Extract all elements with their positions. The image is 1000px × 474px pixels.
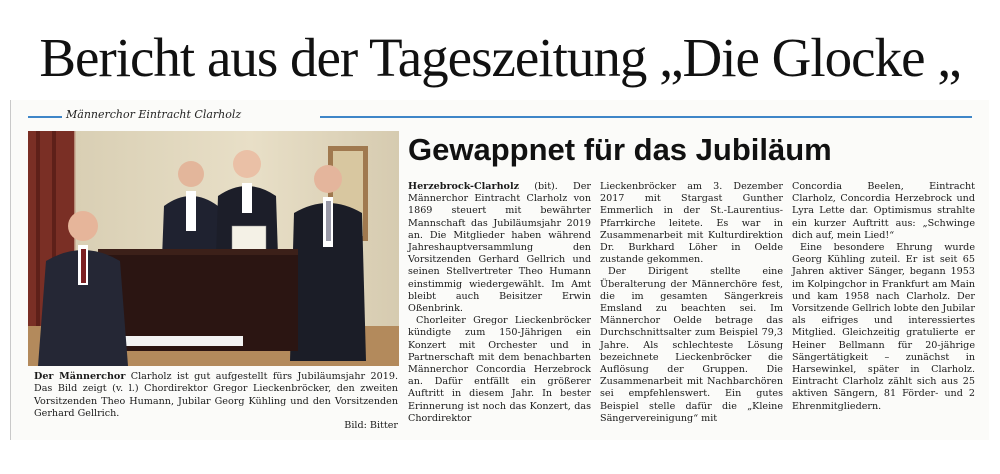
article-paragraph: Herzebrock-Clarholz (bit). Der Männerchor Eintracht Clarholz von 1869 steuert mit bewährter Mannschaft das Jubiläumsjahr 2019 an. Die Mitglieder haben während Jahreshauptversammlung den Vorsitzenden Gerhard Gellrich und seinen Stellvertreter Theo Humann einstimmig wiedergewählt. Im Amt bleibt auch Beisitzer Erwin Oßenbrink. — [408, 181, 591, 315]
dateline: Herzebrock-Clarholz — [408, 181, 520, 192]
article-paragraph: Der Dirigent stellte eine Überalterung der Männerchöre fest, die im gesamten Sängerkreis Emsland zu beachten sei. Im Männerchor Oelde betrage das Durchschnittsalter zum Beispiel 79,3 Jahre. Als schlechteste Lösung bezeichnete Lieckenbröcker die Auflösung der Gruppen. Die Zusammenarbeit mit Nachbarchören sei empfehlenswert. Ein gutes Beispiel stelle dafür die „Kleine Sängervereinigung“ mit — [600, 266, 783, 424]
photo-illustration — [28, 131, 399, 366]
caption-text: Clarholz ist gut aufgestellt fürs Jubiläumsjahr 2019. Das Bild zeigt (v. l.) Chordirektor Gregor Lieckenbröcker, den zweiten Vorsitzenden Theo Humann, Jubilar Georg Kühling und den Vorsitzenden Gerhard Gellrich. — [34, 371, 398, 419]
article-title: Gewappnet für das Jubiläum — [408, 132, 832, 167]
article-paragraph: Lieckenbröcker am 3. Dezember 2017 mit Stargast Gunther Emmerlich in der St.-Laurentius-Pfarrkirche leitete. Es war in Zusammenarbeit mit Kulturdirektion Dr. Burkhard Löher in Oelde zustande gekommen. — [600, 181, 783, 266]
news-photo — [28, 131, 399, 366]
article-paragraph: Eine besondere Ehrung wurde Georg Kühling zuteil. Er ist seit 65 Jahren aktiver Sänger, begann 1953 im Kolpingchor in Frankfurt am Main und kam 1958 nach Clarholz. Der Vorsitzende Gellrich lobte den Jubilar als eifriges und interessiertes Mitglied. Gleichzeitig gratulierte er Heiner Bellmann für 20-jährige Sängertätigkeit – zunächst in Harsewinkel, später in Clarholz. Eintracht Clarholz zählt sich aus 25 aktiven Sängern, 81 Förder- und 2 Ehrenmitgliedern. — [792, 242, 975, 412]
article-column-2 — [600, 181, 783, 425]
rubric-rule-right — [320, 116, 972, 118]
section-rubric: Männerchor Eintracht Clarholz — [62, 108, 245, 121]
article-column-1 — [408, 181, 591, 425]
article-paragraph: Chorleiter Gregor Lieckenbröcker kündigte zum 150-Jährigen ein Konzert mit Orchester und in Partnerschaft mit dem benachbarten Männerchor Concordia Herzebrock an. Dafür entfällt ein größerer Auftritt in diesem Jahr. In bester Erinnerung ist noch das Konzert, das Chordirektor — [408, 315, 591, 424]
caption-lead: Der Männerchor — [34, 371, 126, 382]
piano-keys — [123, 336, 243, 346]
rubric-rule-left — [28, 116, 62, 118]
article-paragraph: Concordia Beelen, Eintracht Clarholz, Concordia Herzebrock und Lyra Lette dar. Optimismus strahlte ein kurzer Auftritt aus: „Schwinge dich auf, mein Lied!“ — [792, 181, 975, 241]
photo-caption — [34, 371, 398, 432]
photo-credit: Bild: Bitter — [344, 420, 398, 432]
article-column-3 — [792, 181, 975, 413]
page-headline: Bericht aus der Tageszeitung „Die Glocke „ — [39, 27, 961, 88]
